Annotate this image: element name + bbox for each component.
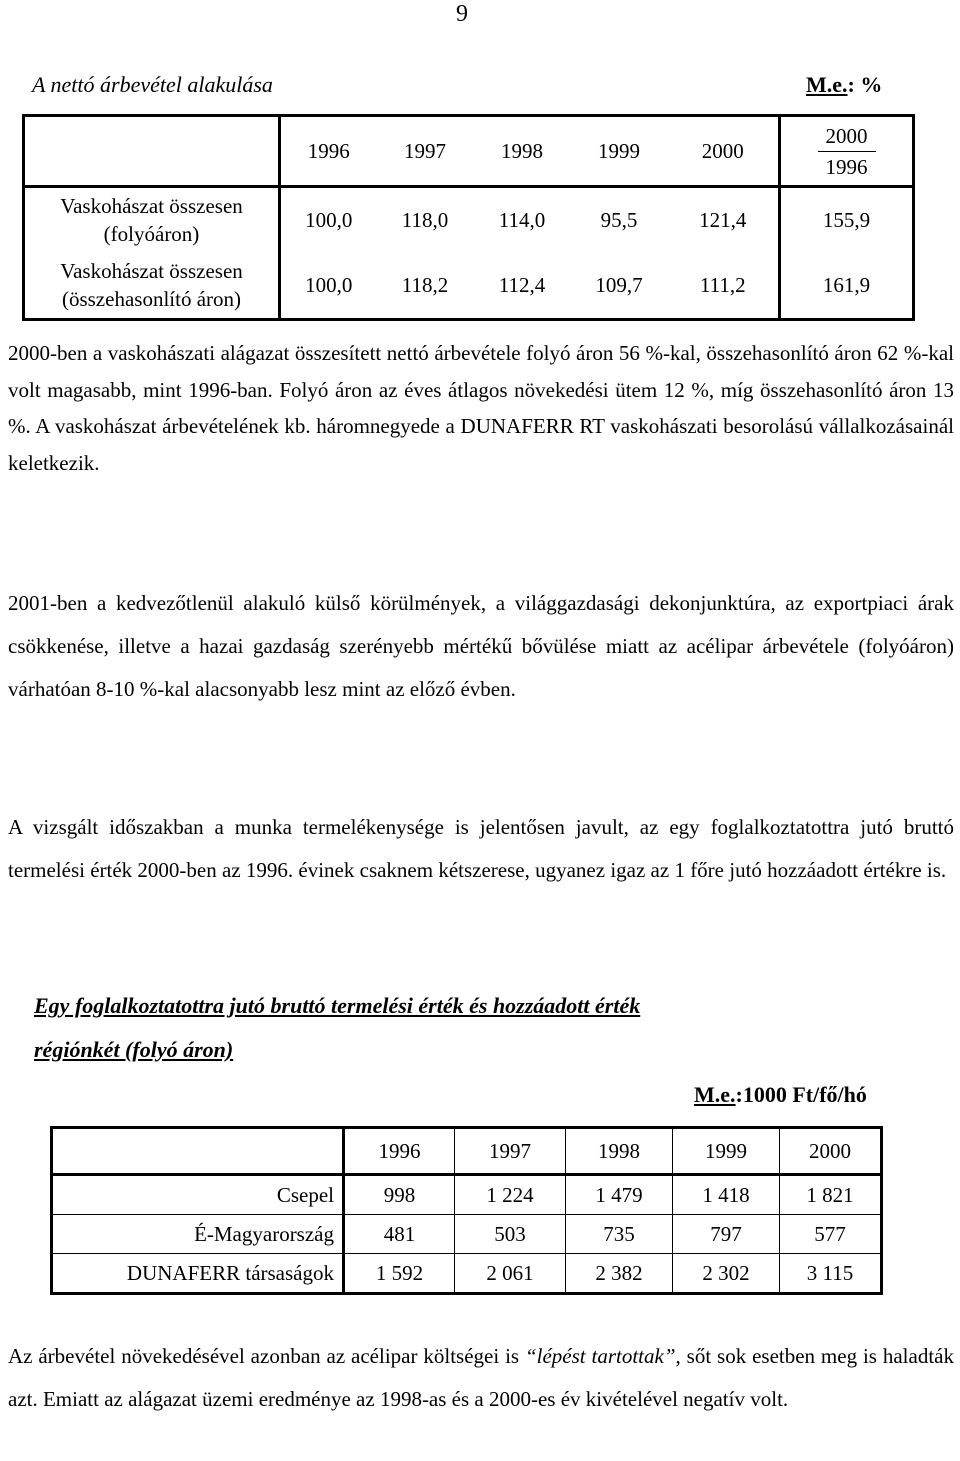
table-cell: 100,0 (305, 208, 353, 232)
paragraph-3: A vizsgált időszakban a munka termelékenysége is jelentősen javult, az egy foglalkoztatottra jutó bruttó termelési érték 2000-ben az 1996. évinek csaknem kétszerese, ugyanez igaz az 1 főre jutó hozzáadott értékre is. (8, 815, 954, 882)
table-cell: 109,7 (595, 273, 643, 297)
paragraph-4-text: Az árbevétel növekedésével azonban az acélipar költségei is (8, 1344, 525, 1368)
table-header-row (24, 116, 914, 187)
table-cell: 2 382 (566, 1254, 673, 1294)
header-blank-cell (52, 1128, 344, 1175)
year-header: 1999 (673, 1128, 780, 1175)
year-header: 2000 (780, 1128, 882, 1175)
paragraph-4-text: , sőt sok esetben meg is haladták azt. Emiatt az alágazat üzemi eredménye az 1998-as és a 2000-es év kivételével negatív volt. (8, 1344, 954, 1411)
section2-title-line1: Egy foglalkoztatottra jutó bruttó termelési érték és hozzáadott érték (34, 993, 641, 1018)
table-cell: 3 115 (780, 1254, 882, 1294)
table-row (52, 1175, 882, 1215)
fraction-line (818, 151, 876, 152)
table-cell: 121,4 (699, 208, 747, 232)
paragraph-1: 2000-ben a vaskohászati alágazat összesített nettó árbevétele folyó áron 56 %-kal, összehasonlító áron 62 %-kal volt magasabb, mint 1996-ban. Folyó áron az éves átlagos növekedési ütem 12 %, míg összehasonlító áron 13 %. A vaskohászat árbevételének kb. háromnegyede a DUNAFERR RT vaskohászati besorolású vállalkozásainál keletkezik. (8, 341, 954, 475)
ratio-header (780, 116, 914, 187)
table-row (24, 252, 914, 320)
revenue-table (22, 114, 915, 321)
paragraph-4 (8, 1335, 954, 1421)
table-cell: 111,2 (699, 273, 746, 297)
table-cell: 118,0 (401, 208, 449, 232)
row-label: DUNAFERR társaságok (52, 1254, 344, 1294)
row-label: Vaskohászat összesen (folyóáron) (24, 187, 280, 253)
unit-label: M.e. (806, 72, 848, 97)
ratio-bottom: 1996 (825, 154, 868, 179)
table-cell: 735 (566, 1215, 673, 1254)
quoted-phrase: “lépést tartottak” (524, 1344, 676, 1368)
table-cell: 481 (344, 1215, 455, 1254)
year-header: 1997 (455, 1128, 566, 1175)
table-cell: 161,9 (780, 252, 914, 320)
table-row (24, 187, 914, 253)
section2-title-line2: régiónkét (folyó áron) (34, 1037, 234, 1062)
table-row (52, 1215, 882, 1254)
table-cell: 1 479 (566, 1175, 673, 1215)
table-header-row (52, 1128, 882, 1175)
table-cell: 797 (673, 1215, 780, 1254)
table-cell: 998 (344, 1175, 455, 1215)
table-cell: 2 302 (673, 1254, 780, 1294)
section1-unit (806, 72, 882, 98)
page-number: 9 (456, 1, 468, 27)
section1-title: A nettó árbevétel alakulása (32, 72, 273, 97)
header-blank-cell (24, 116, 280, 187)
year-header: 2000 (668, 116, 780, 187)
paragraph-2: 2001-ben a kedvezőtlenül alakuló külső körülmények, a világgazdasági dekonjunktúra, az exportpiaci árak csökkenése, illetve a hazai gazdaság szerényebb mértékű bővülése miatt az acélipar árbevétele (folyóáron) várhatóan 8-10 %-kal alacsonyabb lesz mint az előző évben. (8, 591, 954, 701)
table-cell: 95,5 (600, 208, 638, 232)
table-cell: 1 821 (780, 1175, 882, 1215)
year-header: 1998 (474, 116, 571, 187)
section2-unit (694, 1082, 867, 1108)
year-header: 1997 (377, 116, 474, 187)
row-label: Vaskohászat összesen (összehasonlító áron) (24, 252, 280, 320)
table-cell: 155,9 (780, 187, 914, 253)
table-cell: 1 418 (673, 1175, 780, 1215)
year-header: 1996 (344, 1128, 455, 1175)
year-header: 1999 (571, 116, 668, 187)
row-label: Csepel (52, 1175, 344, 1215)
table-cell: 112,4 (498, 273, 546, 297)
year-header: 1996 (280, 116, 377, 187)
table-row (52, 1254, 882, 1294)
table-cell: 1 592 (344, 1254, 455, 1294)
table-cell: 100,0 (305, 273, 353, 297)
table-cell: 118,2 (401, 273, 449, 297)
unit-value: : % (847, 72, 883, 97)
table-cell: 503 (455, 1215, 566, 1254)
unit-value: :1000 Ft/fő/hó (735, 1082, 867, 1107)
row-label: É-Magyarország (52, 1215, 344, 1254)
unit-label: M.e. (694, 1082, 736, 1107)
ratio-top: 2000 (825, 123, 868, 148)
table-cell: 114,0 (498, 208, 546, 232)
table-cell: 1 224 (455, 1175, 566, 1215)
table-cell: 577 (780, 1215, 882, 1254)
productivity-table (50, 1126, 883, 1295)
year-header: 1998 (566, 1128, 673, 1175)
table-cell: 2 061 (455, 1254, 566, 1294)
